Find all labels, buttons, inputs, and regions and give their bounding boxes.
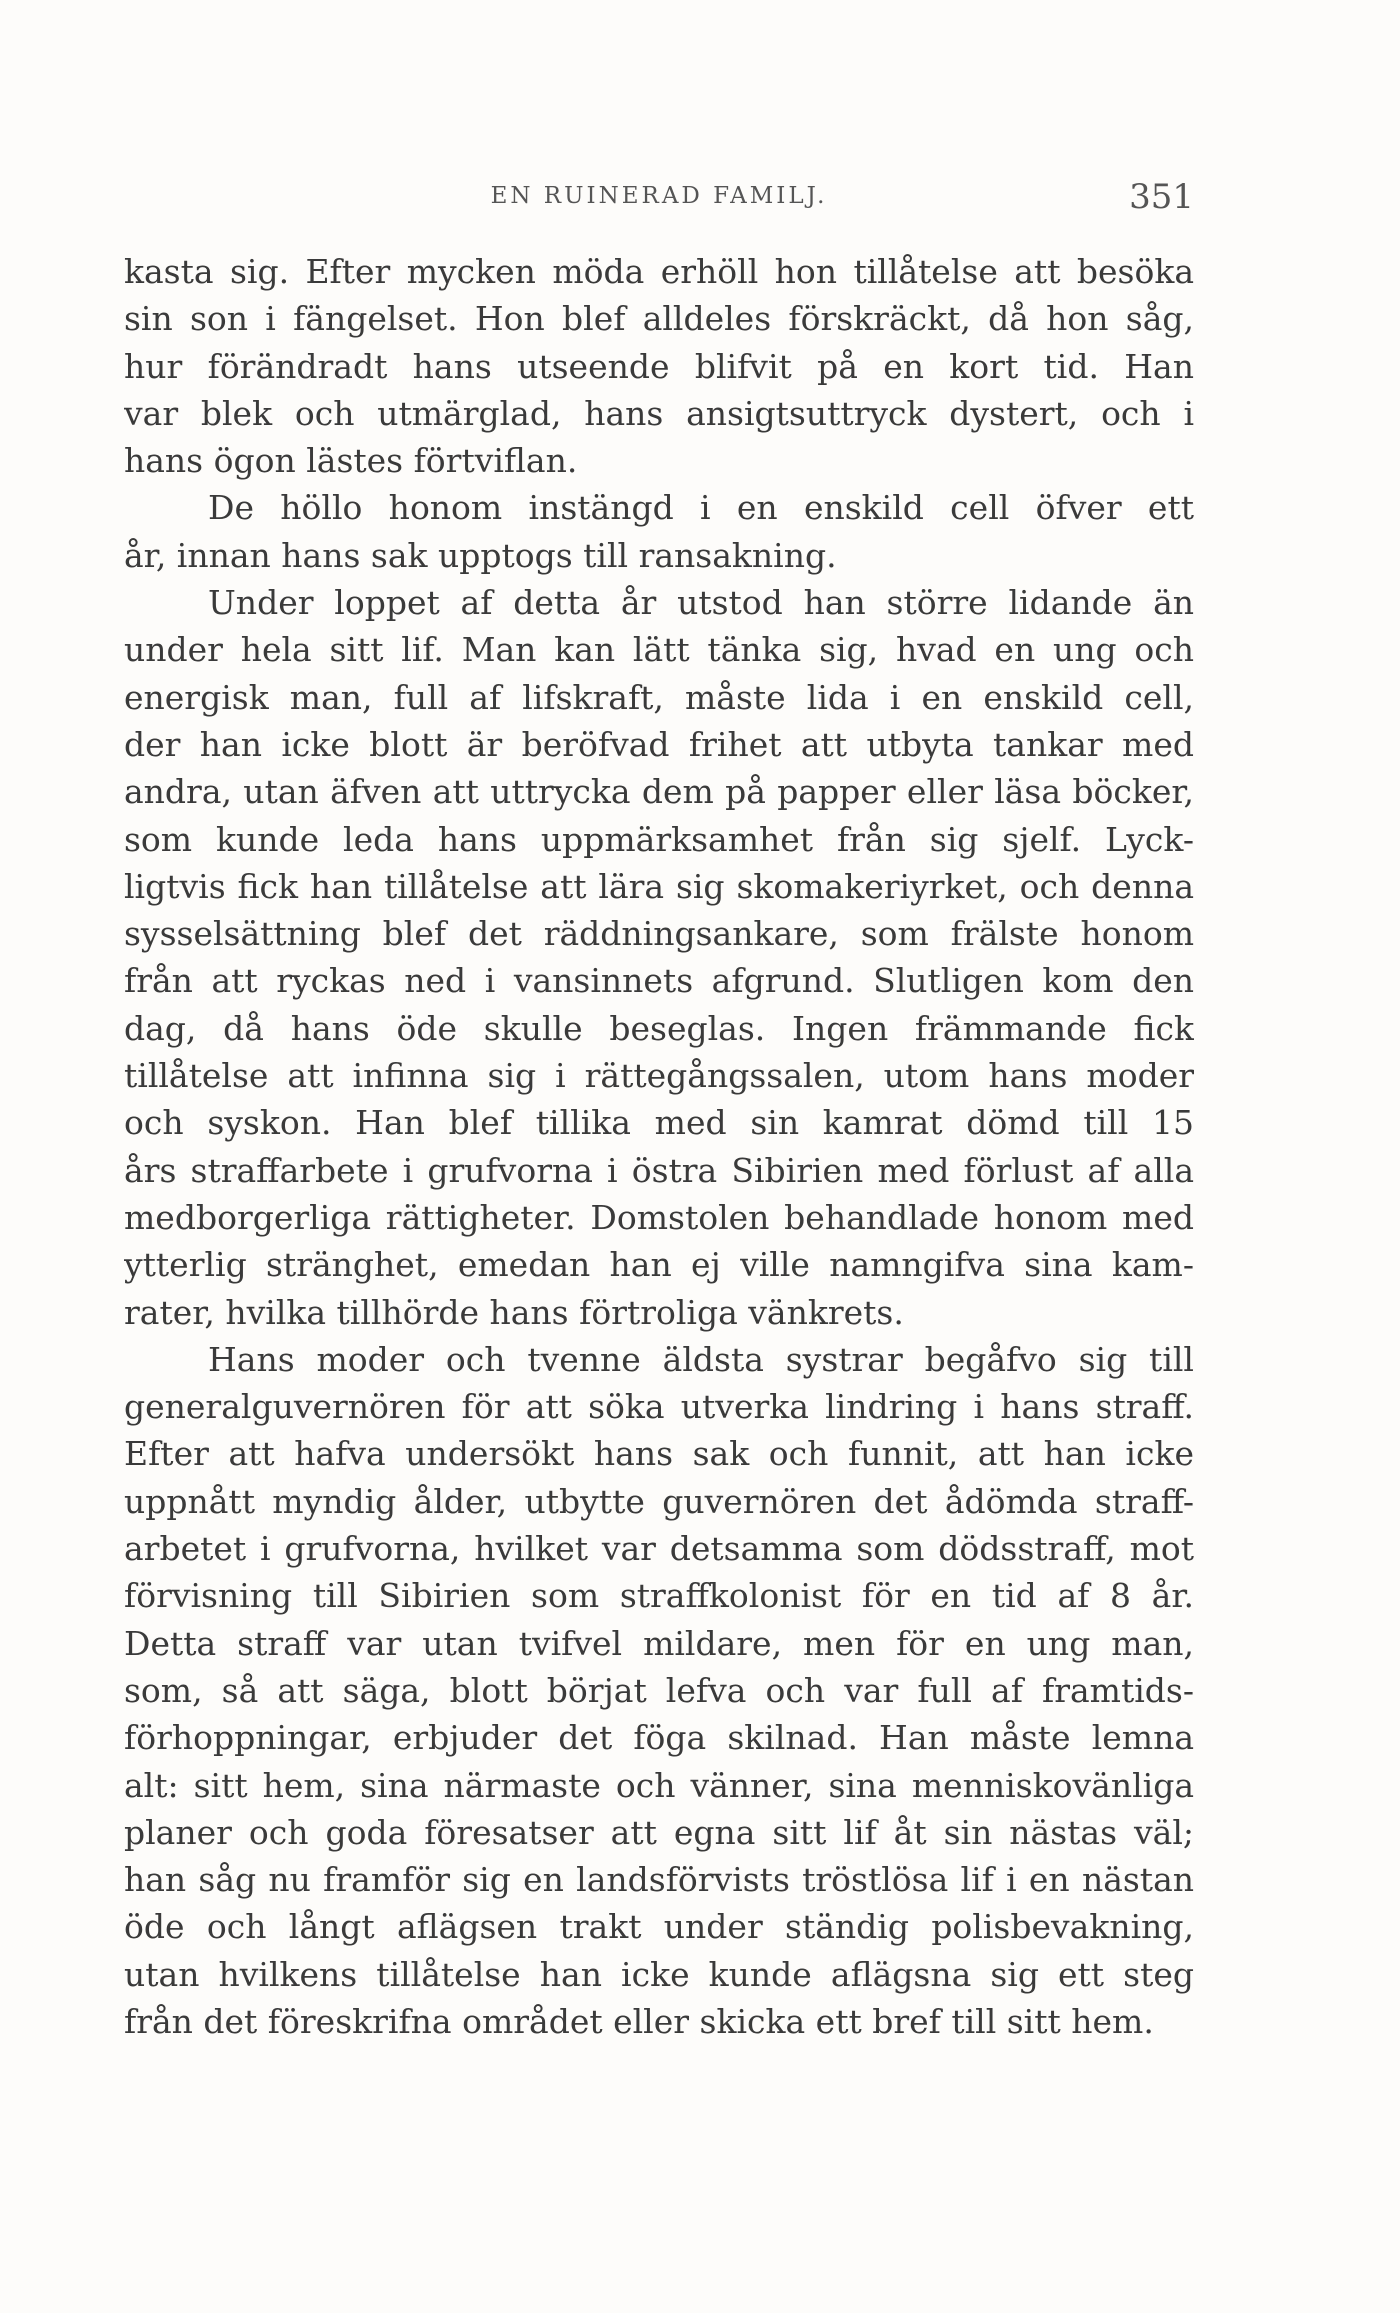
- text-line: medborgerliga rättigheter. Domstolen behandlade honom med: [124, 1197, 1194, 1237]
- text-line: tillåtelse att infinna sig i rättegångssalen, utom hans moder: [124, 1056, 1194, 1096]
- text-line: var blek och utmärglad, hans ansigtsuttryck dystert, och i: [124, 393, 1194, 433]
- text-line: De höllo honom instängd i en enskild cell öfver ett: [208, 488, 1194, 528]
- text-line: generalguvernören för att söka utverka lindring i hans straff.: [124, 1387, 1194, 1427]
- text-line: hur förändradt hans utseende blifvit på en kort tid. Han: [124, 346, 1194, 386]
- text-line: från att ryckas ned i vansinnets afgrund. Slutligen kom den: [124, 961, 1194, 1001]
- text-line: från det föreskrifna området eller skicka ett bref till sitt hem.: [124, 2001, 1154, 2041]
- text-line: dag, då hans öde skulle beseglas. Ingen främmande fick: [124, 1008, 1194, 1048]
- text-line: Detta straff var utan tvifvel mildare, men för en ung man,: [124, 1623, 1194, 1663]
- text-line: som kunde leda hans uppmärksamhet från sig sjelf. Lyck-: [124, 819, 1194, 859]
- text-line: Under loppet af detta år utstod han större lidande än: [208, 583, 1194, 623]
- text-line: som, så att säga, blott börjat lefva och var full af framtids-: [124, 1670, 1194, 1710]
- page-number: 351: [1129, 177, 1194, 217]
- text-line: energisk man, full af lifskraft, måste lida i en enskild cell,: [124, 677, 1194, 717]
- text-line: kasta sig. Efter mycken möda erhöll hon tillåtelse att besöka: [124, 252, 1194, 291]
- text-line: rater, hvilka tillhörde hans förtroliga vänkrets.: [124, 1292, 904, 1332]
- text-line: han såg nu framför sig en landsförvists tröstlösa lif i en nästan: [124, 1860, 1194, 1900]
- text-line: öde och långt aflägsen trakt under ständig polisbevakning,: [124, 1907, 1194, 1947]
- running-title: EN RUINERAD FAMILJ.: [490, 183, 828, 209]
- text-line: förvisning till Sibirien som straffkolonist för en tid af 8 år.: [124, 1576, 1194, 1616]
- text-line: alt: sitt hem, sina närmaste och vänner, sina menniskovänliga: [124, 1765, 1194, 1805]
- text-line: utan hvilkens tillåtelse han icke kunde aflägsna sig ett steg: [124, 1954, 1194, 1994]
- text-line: Efter att hafva undersökt hans sak och funnit, att han icke: [124, 1434, 1194, 1474]
- text-line: hans ögon lästes förtviflan.: [124, 441, 578, 481]
- text-line: under hela sitt lif. Man kan lätt tänka sig, hvad en ung och: [124, 630, 1194, 670]
- text-line: sysselsättning blef det räddningsankare, som frälste honom: [124, 914, 1194, 954]
- text-line: Hans moder och tvenne äldsta systrar begåfvo sig till: [208, 1339, 1194, 1379]
- text-line: och syskon. Han blef tillika med sin kamrat dömd till 15: [124, 1103, 1194, 1143]
- text-line: der han icke blott är beröfvad frihet att utbyta tankar med: [124, 724, 1194, 764]
- running-head: [124, 177, 1194, 223]
- text-line: andra, utan äfven att uttrycka dem på papper eller läsa böcker,: [124, 772, 1194, 812]
- text-line: uppnått myndig ålder, utbytte guvernören det ådömda straff-: [124, 1481, 1194, 1521]
- text-line: arbetet i grufvorna, hvilket var detsamma som dödsstraff, mot: [124, 1529, 1194, 1569]
- text-line: sin son i fängelset. Hon blef alldeles förskräckt, då hon såg,: [124, 299, 1194, 339]
- text-line: ytterlig stränghet, emedan han ej ville namngifva sina kam-: [124, 1245, 1194, 1285]
- body-text: [124, 248, 1194, 2045]
- text-line: förhoppningar, erbjuder det föga skilnad. Han måste lemna: [124, 1718, 1194, 1758]
- text-line: år, innan hans sak upptogs till ransakning.: [124, 535, 837, 575]
- text-line: års straffarbete i grufvorna i östra Sibirien med förlust af alla: [124, 1150, 1194, 1190]
- text-line: ligtvis fick han tillåtelse att lära sig skomakeriyrket, och denna: [124, 866, 1194, 906]
- text-line: planer och goda föresatser att egna sitt lif åt sin nästas väl;: [124, 1812, 1194, 1852]
